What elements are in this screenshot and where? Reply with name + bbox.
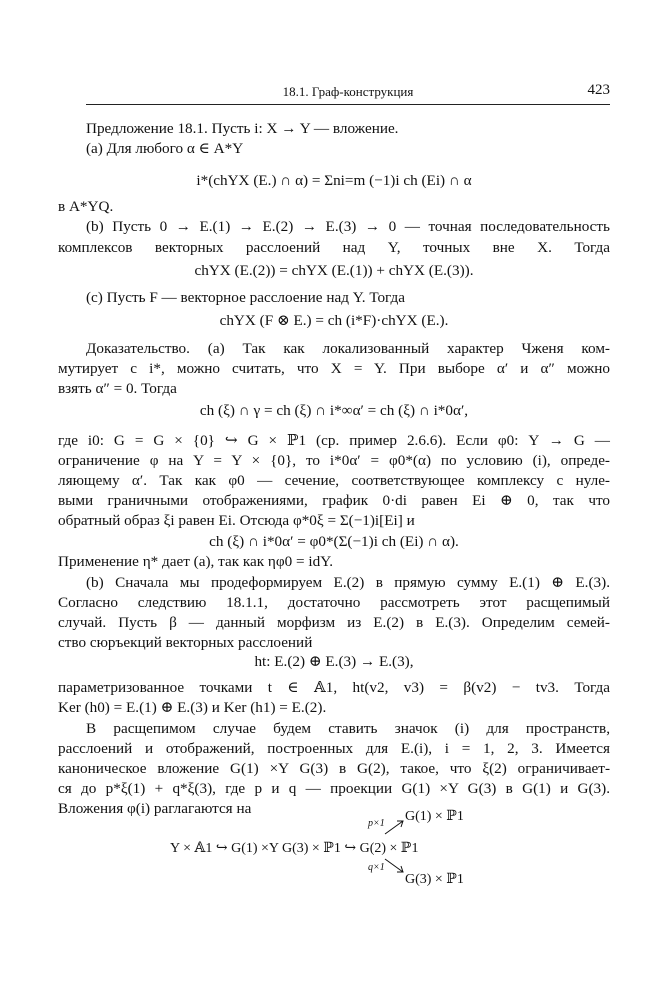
- diagram-label-up: p×1: [368, 818, 385, 829]
- text-line: ограничение φ на Y = Y × {0}, то i*0α′ = φ0*(α) по условию (i), опреде-: [58, 452, 610, 469]
- down-arrow-icon: [383, 857, 407, 875]
- text-line: комплексов векторных расслоений над Y, точных вне X. Тогда: [58, 239, 610, 256]
- diagram-label-down: q×1: [368, 862, 385, 873]
- text-line: Применение η* дает (a), так как ηφ0 = idY.: [58, 553, 334, 570]
- text-line: мутирует с i*, можно считать, что X = Y. При выборе α′ и α″ можно: [58, 360, 610, 377]
- page-number: 423: [587, 82, 610, 98]
- running-header: [86, 82, 610, 105]
- formula-line: chYX (F ⊗ E.) = ch (i*F)·chYX (E.).: [219, 312, 449, 329]
- text-line: параметризованное точками t ∈ 𝔸1, ht(v2, v3) = β(v2) − tv3. Тогда: [58, 679, 610, 696]
- text-line: Согласно следствию 18.1.1, достаточно рассмотреть этот расщепимый: [58, 594, 610, 611]
- formula-line: chYX (E.(2)) = chYX (E.(1)) + chYX (E.(3)).: [194, 262, 474, 279]
- text-line: (b) Пусть 0 → E.(1) → E.(2) → E.(3) → 0 — точная последовательность: [86, 218, 610, 235]
- formula-line: i*(chYX (E.) ∩ α) = Σni=m (−1)i ch (Ei) ∩ α: [196, 172, 472, 189]
- text-line: взять α″ = 0. Тогда: [58, 380, 177, 397]
- header-title: 18.1. Граф-конструкция: [282, 84, 414, 99]
- text-line: где i0: G = G × {0} ↪ G × ℙ1 (ср. пример 2.6.6). Если φ0: Y → G —: [58, 432, 610, 449]
- formula-line: ch (ξ) ∩ γ = ch (ξ) ∩ i*∞α′ = ch (ξ) ∩ i*0α′,: [199, 402, 469, 419]
- text-line: случай. Пусть β — данный морфизм из E.(2) в E.(3). Определим семей-: [58, 614, 610, 631]
- text-line: Доказательство. (a) Так как локализованный характер Чженя ком-: [86, 340, 610, 357]
- formula-line: ch (ξ) ∩ i*0α′ = φ0*(Σ(−1)i ch (Ei) ∩ α).: [209, 533, 459, 550]
- text-line: Ker (h0) = E.(1) ⊕ E.(3) и Ker (h1) = E.(2).: [58, 699, 327, 716]
- text-line: (a) Для любого α ∈ A*Y: [86, 140, 244, 157]
- text-line: ляющему α′. Так как φ0 — сечение, соответствующее комплексу с нуле-: [58, 472, 610, 489]
- text-line: каноническое вложение G(1) ×Y G(3) в G(2), такое, что ξ(2) ограничивает-: [58, 760, 610, 777]
- text-line: выми граничными отображениями, график 0·di равен Ei ⊕ 0, так что: [58, 492, 610, 509]
- text-line: В расщепимом случае будем ставить значок (i) для пространств,: [86, 720, 610, 737]
- text-line: ся до p*ξ(1) + q*ξ(3), где p и q — проекции G(1) ×Y G(3) в G(1) и G(3).: [58, 780, 610, 797]
- text-line: в A*YQ.: [58, 198, 114, 215]
- diagram-middle-row: Y × 𝔸1 ↪ G(1) ×Y G(3) × ℙ1 ↪ G(2) × ℙ1: [170, 841, 419, 856]
- text-line: Предложение 18.1. Пусть i: X → Y — вложение.: [86, 120, 399, 137]
- text-line: расслоений и отображений, построенных для E.(i), i = 1, 2, 3. Имеется: [58, 740, 610, 757]
- diagram-top-node: G(1) × ℙ1: [405, 809, 464, 824]
- text-line: обратный образ ξi равен Ei. Отсюда φ*0ξ = Σ(−1)i[Ei] и: [58, 512, 415, 529]
- text-line: Вложения φ(i) раглагаются на: [58, 800, 252, 817]
- formula-line: ht: E.(2) ⊕ E.(3) → E.(3),: [254, 653, 414, 670]
- text-line: (c) Пусть F — векторное расслоение над Y. Тогда: [86, 289, 405, 306]
- text-line: ство сюръекций векторных расслоений: [58, 634, 313, 651]
- up-arrow-icon: [383, 818, 407, 836]
- text-line: (b) Сначала мы продеформируем E.(2) в прямую сумму E.(1) ⊕ E.(3).: [86, 574, 610, 591]
- diagram-bottom-node: G(3) × ℙ1: [405, 872, 464, 887]
